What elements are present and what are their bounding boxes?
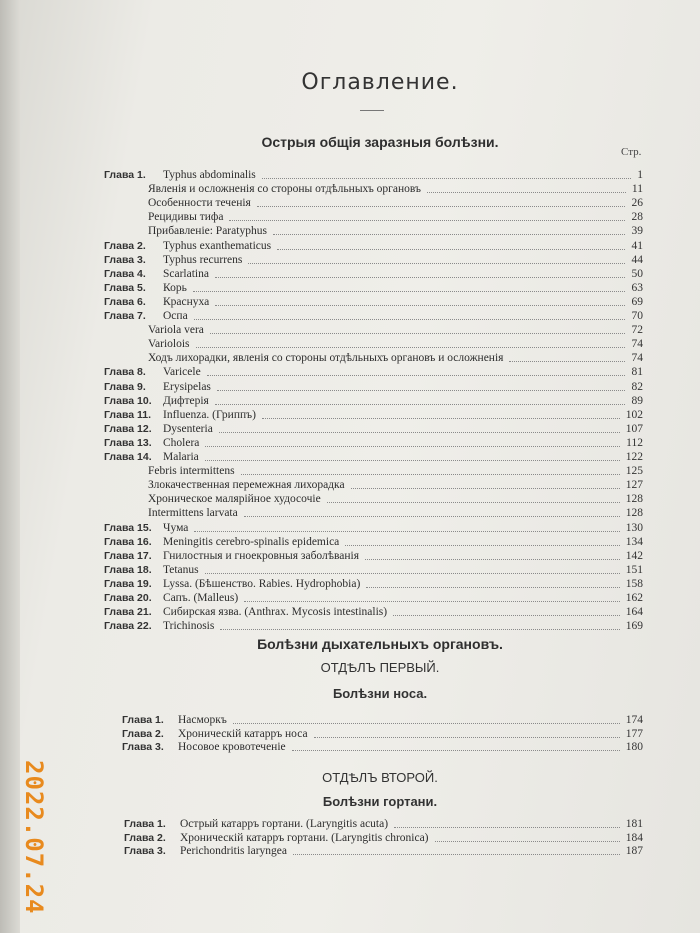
chapter-title: Erysipelas <box>163 380 211 393</box>
chapter-label: Глава 4. <box>104 267 146 280</box>
page-column-label: Стр. <box>621 146 642 158</box>
toc-entry <box>0 422 700 436</box>
chapter-title: Dysenteria <box>163 422 213 435</box>
toc-entry <box>0 713 700 727</box>
toc-entry <box>0 831 700 845</box>
dot-leader <box>394 826 620 828</box>
page-number: 107 <box>625 422 643 435</box>
page-number: 125 <box>625 465 643 478</box>
chapter-label: Глава 21. <box>104 606 152 619</box>
chapter-label: Глава 11. <box>104 408 152 421</box>
page-number: 180 <box>625 741 643 753</box>
title-divider <box>360 110 384 111</box>
toc-entry <box>0 365 700 379</box>
chapter-label: Глава 16. <box>104 535 152 548</box>
toc-entry <box>0 619 700 633</box>
dot-leader <box>233 722 620 724</box>
chapter-label: Глава 2. <box>104 239 146 252</box>
chapter-title: Хроническій катарръ носа <box>178 727 308 740</box>
page-number: 89 <box>631 394 643 407</box>
dot-leader <box>215 276 625 278</box>
toc-entry <box>0 549 700 563</box>
chapter-label: Глава 2. <box>122 727 164 740</box>
chapter-title: Ходъ лихорадки, явленія со стороны отдѣльныхъ органовъ и осложненія <box>148 352 504 365</box>
department-heading-second: ОТДѢЛЪ ВТОРОЙ. <box>322 770 438 785</box>
chapter-title: Scarlatina <box>163 267 209 280</box>
page-number: 28 <box>631 211 643 224</box>
toc-entry <box>0 535 700 549</box>
chapter-label: Глава 3. <box>124 845 166 857</box>
chapter-title: Variolois <box>148 338 190 351</box>
toc-entry <box>0 450 700 464</box>
toc-entry <box>0 506 700 520</box>
page-number: 181 <box>625 818 643 830</box>
toc-entry <box>0 408 700 422</box>
dot-leader <box>207 374 625 376</box>
chapter-title: Lyssa. (Бѣшенство. Rabies. Hydrophobia) <box>163 577 361 590</box>
page-number: 50 <box>631 267 643 280</box>
chapter-title: Гнилостныя и гноекровныя заболѣванія <box>163 549 360 562</box>
toc-entry <box>0 168 700 182</box>
page-number: 44 <box>631 253 643 266</box>
page-number: 130 <box>625 521 643 534</box>
section-heading-infectious: Острыя общія заразныя болѣзни. <box>261 134 499 150</box>
chapter-title: Variola vera <box>148 324 204 337</box>
chapter-title: Typhus recurrens <box>163 253 243 266</box>
toc-entry <box>0 239 700 253</box>
toc-entry <box>0 521 700 535</box>
page-number: 72 <box>631 324 643 337</box>
toc-entry <box>0 380 700 394</box>
page-number: 122 <box>625 451 643 463</box>
page-number: 70 <box>631 310 643 322</box>
dot-leader <box>393 614 620 616</box>
chapter-title: Сибирская язва. (Anthrax. Mycosis intestinalis) <box>163 606 388 619</box>
page-number: 151 <box>625 563 643 576</box>
page-number: 82 <box>631 380 643 393</box>
page-number: 74 <box>631 338 643 351</box>
chapter-title: Malaria <box>163 451 199 463</box>
page-number: 158 <box>625 577 643 590</box>
toc-entry <box>0 337 700 351</box>
dot-leader <box>217 389 625 391</box>
page-number: 69 <box>631 295 643 308</box>
chapter-title: Febris intermittens <box>148 465 235 478</box>
chapter-title: Особенности теченія <box>148 197 251 210</box>
page-number: 128 <box>625 493 643 506</box>
dot-leader <box>241 473 620 475</box>
chapter-title: Чума <box>163 521 189 534</box>
dot-leader <box>215 304 625 306</box>
page-number: 187 <box>625 845 643 857</box>
chapter-title: Острый катарръ гортани. (Laryngitis acuta) <box>180 818 389 830</box>
chapter-label: Глава 20. <box>104 592 152 604</box>
chapter-label: Глава 1. <box>124 818 166 830</box>
page-number: 26 <box>631 197 643 210</box>
subsection-heading-larynx: Болѣзни гортани. <box>322 794 438 809</box>
page-number: 11 <box>631 183 643 196</box>
chapter-title: Typhus abdominalis <box>163 169 256 181</box>
toc-entry <box>0 309 700 323</box>
page-number: 112 <box>626 436 643 449</box>
dot-leader <box>205 445 620 447</box>
chapter-label: Глава 12. <box>104 422 152 435</box>
chapter-title: Perichondritis laryngea <box>180 845 287 857</box>
chapter-title: Злокачественная перемежная лихорадка <box>148 479 345 492</box>
page-number: 128 <box>625 507 643 520</box>
chapter-label: Глава 19. <box>104 577 152 590</box>
dot-leader <box>194 530 620 532</box>
dot-leader <box>205 572 620 574</box>
chapter-title: Trichinosis <box>163 620 215 633</box>
page-number: 174 <box>625 714 643 726</box>
toc-entry <box>0 295 700 309</box>
page-number: 39 <box>631 225 643 238</box>
department-heading-first: ОТДѢЛЪ ПЕРВЫЙ. <box>320 660 440 675</box>
toc-entry <box>0 394 700 408</box>
dot-leader <box>327 501 620 503</box>
toc-entry <box>0 464 700 478</box>
dot-leader <box>314 736 620 738</box>
dot-leader <box>435 840 620 842</box>
subsection-heading-nose: Болѣзни носа. <box>332 686 428 701</box>
date-stamp: 2022.07.24 <box>20 760 48 915</box>
chapter-title: Рецидивы тифа <box>148 211 224 224</box>
toc-entry <box>0 492 700 506</box>
toc-entry <box>0 740 700 754</box>
chapter-label: Глава 3. <box>104 253 146 266</box>
chapter-title: Прибавленіе: Paratyphus <box>148 225 267 238</box>
dot-leader <box>219 431 620 433</box>
page-number: 142 <box>625 549 643 562</box>
page-number: 81 <box>631 366 643 379</box>
dot-leader <box>248 262 625 264</box>
toc-entry <box>0 591 700 605</box>
chapter-label: Глава 7. <box>104 310 146 322</box>
chapter-title: Intermittens larvata <box>148 507 238 520</box>
page-number: 102 <box>625 408 643 421</box>
chapter-label: Глава 15. <box>104 521 152 534</box>
chapter-title: Хроническое малярійное худосочіе <box>148 493 321 506</box>
toc-entry <box>0 577 700 591</box>
dot-leader <box>262 417 620 419</box>
page-title: Оглавление. <box>301 70 459 95</box>
toc-entry <box>0 436 700 450</box>
dot-leader <box>257 205 625 207</box>
chapter-title: Typhus exanthematicus <box>163 239 272 252</box>
chapter-title: Influenza. (Гриппъ) <box>163 408 256 421</box>
chapter-title: Дифтерія <box>163 394 209 407</box>
dot-leader <box>427 191 626 193</box>
chapter-title: Cholera <box>163 436 200 449</box>
dot-leader <box>196 346 625 348</box>
dot-leader <box>366 586 620 588</box>
chapter-title: Varicele <box>163 366 201 379</box>
chapter-label: Глава 6. <box>104 295 146 308</box>
dot-leader <box>277 248 625 250</box>
toc-entry <box>0 727 700 741</box>
page-number: 134 <box>625 535 643 548</box>
page-number: 127 <box>625 479 643 492</box>
toc-entry <box>0 253 700 267</box>
chapter-label: Глава 3. <box>122 741 164 753</box>
dot-leader <box>293 853 620 855</box>
chapter-label: Глава 1. <box>122 714 164 726</box>
dot-leader <box>244 515 620 517</box>
toc-entry <box>0 224 700 238</box>
page-number: 63 <box>631 281 643 294</box>
dot-leader <box>345 544 620 546</box>
dot-leader <box>365 558 620 560</box>
toc-entry <box>0 267 700 281</box>
chapter-title: Насморкъ <box>178 714 227 726</box>
dot-leader <box>273 233 625 235</box>
page-number: 41 <box>631 239 643 252</box>
toc-entry <box>0 844 700 858</box>
toc-entry <box>0 478 700 492</box>
chapter-title: Tetanus <box>163 563 199 576</box>
chapter-label: Глава 17. <box>104 549 152 562</box>
chapter-label: Глава 14. <box>104 451 152 463</box>
chapter-label: Глава 18. <box>104 563 152 576</box>
page-number: 1 <box>637 169 643 181</box>
dot-leader <box>220 628 620 630</box>
chapter-label: Глава 1. <box>104 169 146 181</box>
toc-entry <box>0 605 700 619</box>
chapter-title: Корь <box>163 281 187 294</box>
chapter-label: Глава 9. <box>104 380 146 393</box>
dot-leader <box>244 600 620 602</box>
chapter-title: Хроническій катарръ гортани. (Laryngitis chronica) <box>180 831 429 844</box>
chapter-label: Глава 5. <box>104 281 146 294</box>
chapter-label: Глава 22. <box>104 620 152 633</box>
toc-entry <box>0 563 700 577</box>
chapter-label: Глава 8. <box>104 366 146 379</box>
chapter-title: Сапъ. (Malleus) <box>163 592 239 604</box>
dot-leader <box>229 219 625 221</box>
dot-leader <box>193 290 625 292</box>
toc-entry <box>0 817 700 831</box>
page-number: 164 <box>625 606 643 619</box>
chapter-title: Краснуха <box>163 295 210 308</box>
chapter-title: Оспа <box>163 310 188 322</box>
page-number: 169 <box>625 620 643 633</box>
toc-entry <box>0 281 700 295</box>
dot-leader <box>509 360 625 362</box>
chapter-title: Явленія и осложненія со стороны отдѣльныхъ органовъ <box>148 183 421 196</box>
page-number: 162 <box>625 592 643 604</box>
dot-leader <box>351 487 620 489</box>
dot-leader <box>210 332 625 334</box>
chapter-label: Глава 2. <box>124 831 166 844</box>
dot-leader <box>262 177 631 179</box>
page-number: 177 <box>625 727 643 740</box>
dot-leader <box>194 318 625 320</box>
chapter-title: Носовое кровотеченіе <box>178 741 286 753</box>
toc-entry <box>0 196 700 210</box>
page-number: 184 <box>625 831 643 844</box>
section-heading-respiratory: Болѣзни дыхательныхъ органовъ. <box>257 636 503 652</box>
dot-leader <box>292 749 620 751</box>
dot-leader <box>215 403 625 405</box>
toc-entry <box>0 351 700 365</box>
toc-entry <box>0 210 700 224</box>
toc-entry <box>0 182 700 196</box>
chapter-label: Глава 13. <box>104 436 152 449</box>
chapter-label: Глава 10. <box>104 394 152 407</box>
chapter-title: Meningitis cerebro-spinalis epidemica <box>163 535 340 548</box>
page-number: 74 <box>631 352 643 365</box>
dot-leader <box>205 459 620 461</box>
toc-entry <box>0 323 700 337</box>
